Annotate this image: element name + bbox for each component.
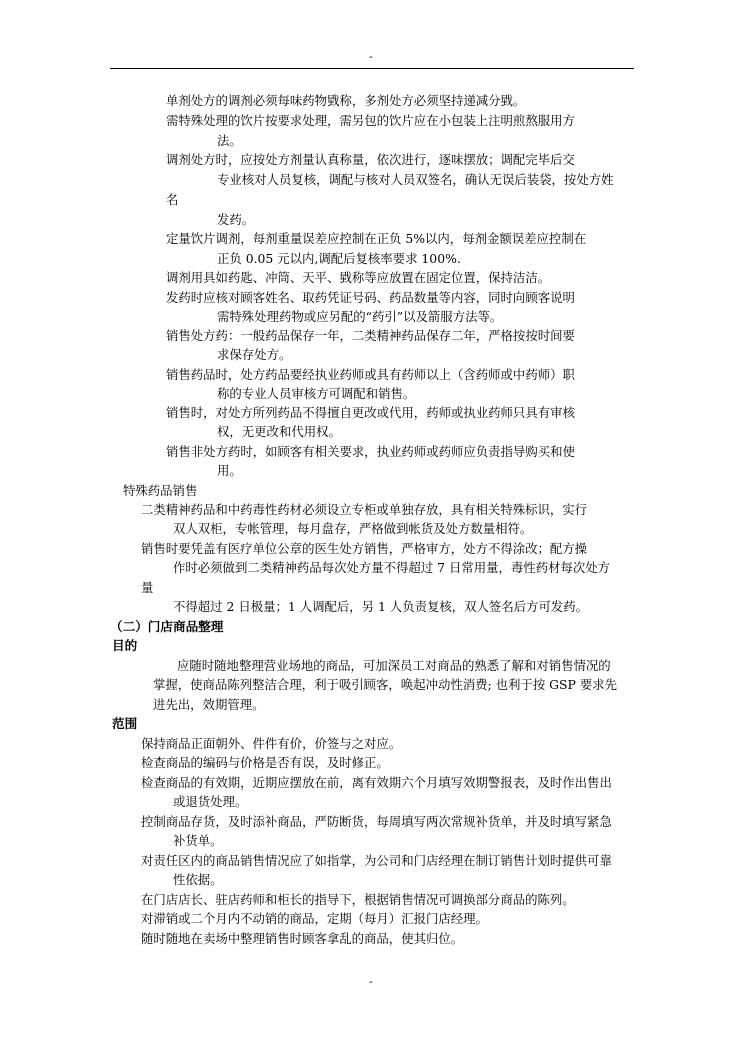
body-line: 不得超过 2 日极量；1 人调配后，另 1 人负责复核，双人签名后方可发药。 (173, 599, 589, 614)
body-line: 销售非处方药时，如顾客有相关要求，执业药师或药师应负责指导购买和使 (166, 444, 575, 459)
body-line: 掌握，使商品陈列整洁合理，利于吸引顾客，唤起冲动性消费; 也利于按 GSP 要求先 (153, 677, 617, 692)
page-footer-mark: - (369, 975, 373, 988)
body-line: 二类精神药品和中药毒性药材必须设立专柜或单独存放，具有相关特殊标识，实行 (141, 502, 588, 517)
body-line: 销售时要凭盖有医疗单位公章的医生处方销售，严格审方，处方不得涂改；配方操 (141, 541, 588, 556)
body-line: 作时必须做到二类精神药品每次处方量不得超过 7 日常用量，毒性药材每次处方 (173, 560, 611, 575)
body-line: 检查商品的有效期，近期应摆放在前，离有效期六个月填写效期警报表，及时作出售出 (141, 775, 612, 790)
body-line: 性依据。 (173, 872, 223, 887)
body-line: 定量饮片调剂，每剂重量误差应控制在正负 5%以内，每剂金额误差应控制在 (166, 231, 587, 246)
body-line: 在门店店长、驻店药师和柜长的指导下，根据销售情况可调换部分商品的陈列。 (141, 892, 575, 907)
body-line: 对责任区内的商品销售情况应了如指掌，为公司和门店经理在制订销售计划时提供可靠 (141, 853, 612, 868)
subsection-heading: 目的 (112, 638, 138, 653)
body-line: 应随时随地整理营业场地的商品，可加深员工对商品的熟悉了解和对销售情况的 (177, 658, 611, 673)
section-heading: （二）门店商品整理 (110, 619, 224, 634)
body-line: 名 (166, 192, 179, 207)
body-line: 单剂处方的调剂必须每味药物戥称，多剂处方必须坚持递减分戥。 (166, 93, 526, 108)
body-line: 销售药品时，处方药品要经执业药师或具有药师以上（含药师或中药师）职 (166, 367, 575, 382)
body-line: 称的专业人员审核方可调配和销售。 (217, 386, 416, 401)
body-line: 发药。 (217, 212, 255, 227)
body-line: 随时随地在卖场中整理销售时顾客拿乱的商品，使其归位。 (141, 931, 464, 946)
body-line: 需特殊处理的饮片按要求处理，需另包的饮片应在小包装上注明煎熬服用方 (166, 113, 575, 128)
body-line: 补货单。 (173, 833, 223, 848)
body-line: 调剂处方时，应按处方剂量认真称量，依次进行，逐味摆放；调配完毕后交 (166, 152, 575, 167)
page-header-mark: - (369, 50, 373, 63)
body-line: 用。 (217, 463, 242, 478)
body-line: 发药时应核对顾客姓名、取药凭证号码、药品数量等内容，同时向顾客说明 (166, 290, 575, 305)
body-line: 调剂用具如药匙、冲筒、天平、戥称等应放置在固定位置，保持洁洁。 (166, 270, 551, 285)
body-line: 保持商品正面朝外、件件有价，价签与之对应。 (141, 736, 402, 751)
section-heading: 特殊药品销售 (123, 483, 198, 498)
body-line: 正负 0.05 元以内,调配后复核率要求 100%. (217, 251, 461, 266)
body-line: 求保存处方。 (217, 347, 292, 362)
body-line: 控制商品存货，及时添补商品，严防断货，每周填写两次常规补货单，并及时填写紧急 (141, 814, 612, 829)
body-line: 需特殊处理药物或应另配的“药引”以及箭服方法等。 (217, 309, 503, 324)
body-line: 销售时，对处方所列药品不得擅自更改或代用，药师或执业药师只具有审核 (166, 405, 575, 420)
body-line: 检查商品的编码与价格是否有误，及时修正。 (141, 755, 389, 770)
body-line: 权，无更改和代用权。 (217, 424, 341, 439)
body-line: 专业核对人员复核，调配与核对人员双签名，确认无误后装袋，按处方姓 (217, 172, 614, 187)
subsection-heading: 范围 (112, 716, 138, 731)
body-line: 销售处方药：一般药品保存一年，二类精神药品保存二年，严格按按时间要 (166, 328, 575, 343)
body-line: 对滞销或二个月内不动销的商品，定期（每月）汇报门店经理。 (141, 911, 488, 926)
body-line: 法。 (217, 133, 242, 148)
body-line: 或退货处理。 (173, 794, 248, 809)
header-divider (110, 68, 634, 69)
body-line: 量 (141, 580, 154, 595)
body-line: 进先出，效期管理。 (153, 697, 265, 712)
body-line: 双人双柜，专帐管理，每月盘存，严格做到帐货及处方数量相符。 (173, 521, 533, 536)
